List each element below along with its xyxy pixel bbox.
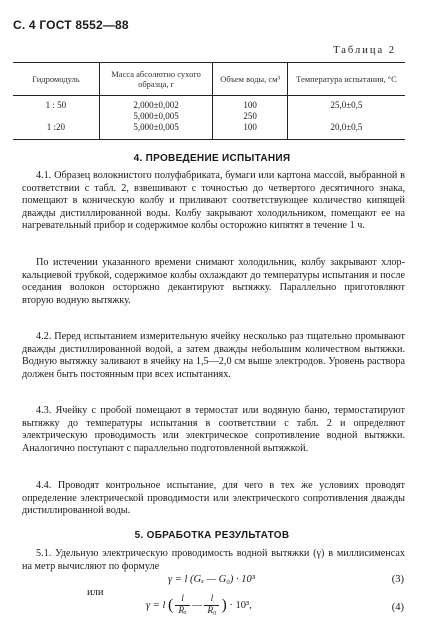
col-header-temperature: Температура испытания, °С bbox=[287, 63, 405, 96]
cell-mass: 5,000±0,005 bbox=[99, 122, 213, 140]
cell-volume: 100 bbox=[213, 122, 287, 140]
formula-3-number: (3) bbox=[391, 574, 404, 585]
cell-hydromodule: 1 :20 bbox=[13, 122, 99, 140]
paragraph-4-1-cont: По истечении указанного времени снимают холодильник, колбу закрывают хлор-кальциевой трубкой, содержимое колбы охлаждают до температуры испытания и после оседания волокон осторожно декантируют вытяжку. Параллельно приготовляют вторую водную вытяжку. bbox=[22, 257, 405, 306]
cell-hydromodule: 1 : 50 bbox=[45, 100, 67, 110]
paragraph-4-4: 4.4. Проводят контрольное испытание, для чего в тех же условиях проводят определение электрической проводимости или электрического сопротивления дважды дистиллированной воды. bbox=[22, 480, 405, 517]
cell-temperature: 20,0±0,5 bbox=[287, 122, 405, 140]
formula-4: γ = l ( $\frac{l}{\text{Rₓ}}$ — $\frac{l}{\text{R₀}}$ ) · 10³, bbox=[146, 594, 252, 616]
paragraph-4-2: 4.2. Перед испытанием измерительную ячейку несколько раз тщательно промывают дважды дистиллированной водой, а затем дважды небольшим количеством вытяжки. Водную вытяжку заливают в ячейку на 1,5—2,0 см выше электродов. Уровень раствора должен быть постоянным при всех испытаниях. bbox=[22, 331, 405, 380]
paragraph-4-1: 4.1. Образец волокнистого полуфабриката, бумаги или картона массой, выбранной в соответствии с табл. 2, взвешивают с точностью до четвертого десятичного знака, помещают в коническую колбу и приливают соответствующее количество кипящей дважды дистиллированной воды. Колбу закрывают холодильником, помещают ее на нагревательный прибор и содержимое колбы осторожно кипятят в течение 1 ч. bbox=[22, 170, 405, 232]
page-header: С. 4 ГОСТ 8552—88 bbox=[13, 18, 129, 32]
fraction-r0: $\frac{l}{\text{R₀}}$ bbox=[204, 594, 219, 617]
cell-temperature: 25,0±0,5 bbox=[287, 96, 405, 123]
paragraph-5-1: 5.1. Удельную электрическую проводимость водной вытяжки (γ) в миллисименсах на метр вычисляют по формуле bbox=[22, 548, 405, 572]
table-2 bbox=[13, 62, 405, 140]
table-row bbox=[13, 96, 405, 123]
col-header-hydromodule: Гидромодуль bbox=[13, 63, 99, 96]
section-4-title: 4. ПРОВЕДЕНИЕ ИСПЫТАНИЯ bbox=[133, 153, 291, 164]
paragraph-4-3: 4.3. Ячейку с пробой помещают в термостат или водяную баню, термостатируют вытяжку до температуры испытания в соответствии с табл. 2 и определяют электрическую проводимость или электрическое сопротивление водной вытяжки. Аналогично поступают с параллельно подготовленной вытяжкой. bbox=[22, 405, 405, 454]
col-header-volume: Объем воды, см³ bbox=[213, 63, 287, 96]
table-row bbox=[13, 122, 405, 140]
or-text: или bbox=[87, 587, 104, 598]
formula-4-prefix: γ = l bbox=[146, 599, 166, 611]
fraction-rx: $\frac{l}{\text{Rₓ}}$ bbox=[175, 594, 190, 617]
section-5-title: 5. ОБРАБОТКА РЕЗУЛЬТАТОВ bbox=[134, 530, 290, 541]
formula-4-suffix: · 10³, bbox=[229, 599, 252, 611]
cell-mass: 2,000±0,002 5,000±0,005 bbox=[99, 96, 213, 123]
formula-3: γ = l (Gₓ — G₀) · 10³ bbox=[168, 574, 255, 585]
table-caption: Таблица 2 bbox=[333, 45, 396, 56]
formula-4-number: (4) bbox=[391, 602, 404, 613]
col-header-mass: Масса абсолютно сухого образца, г bbox=[99, 63, 213, 96]
cell-volume: 100 250 bbox=[213, 96, 287, 123]
